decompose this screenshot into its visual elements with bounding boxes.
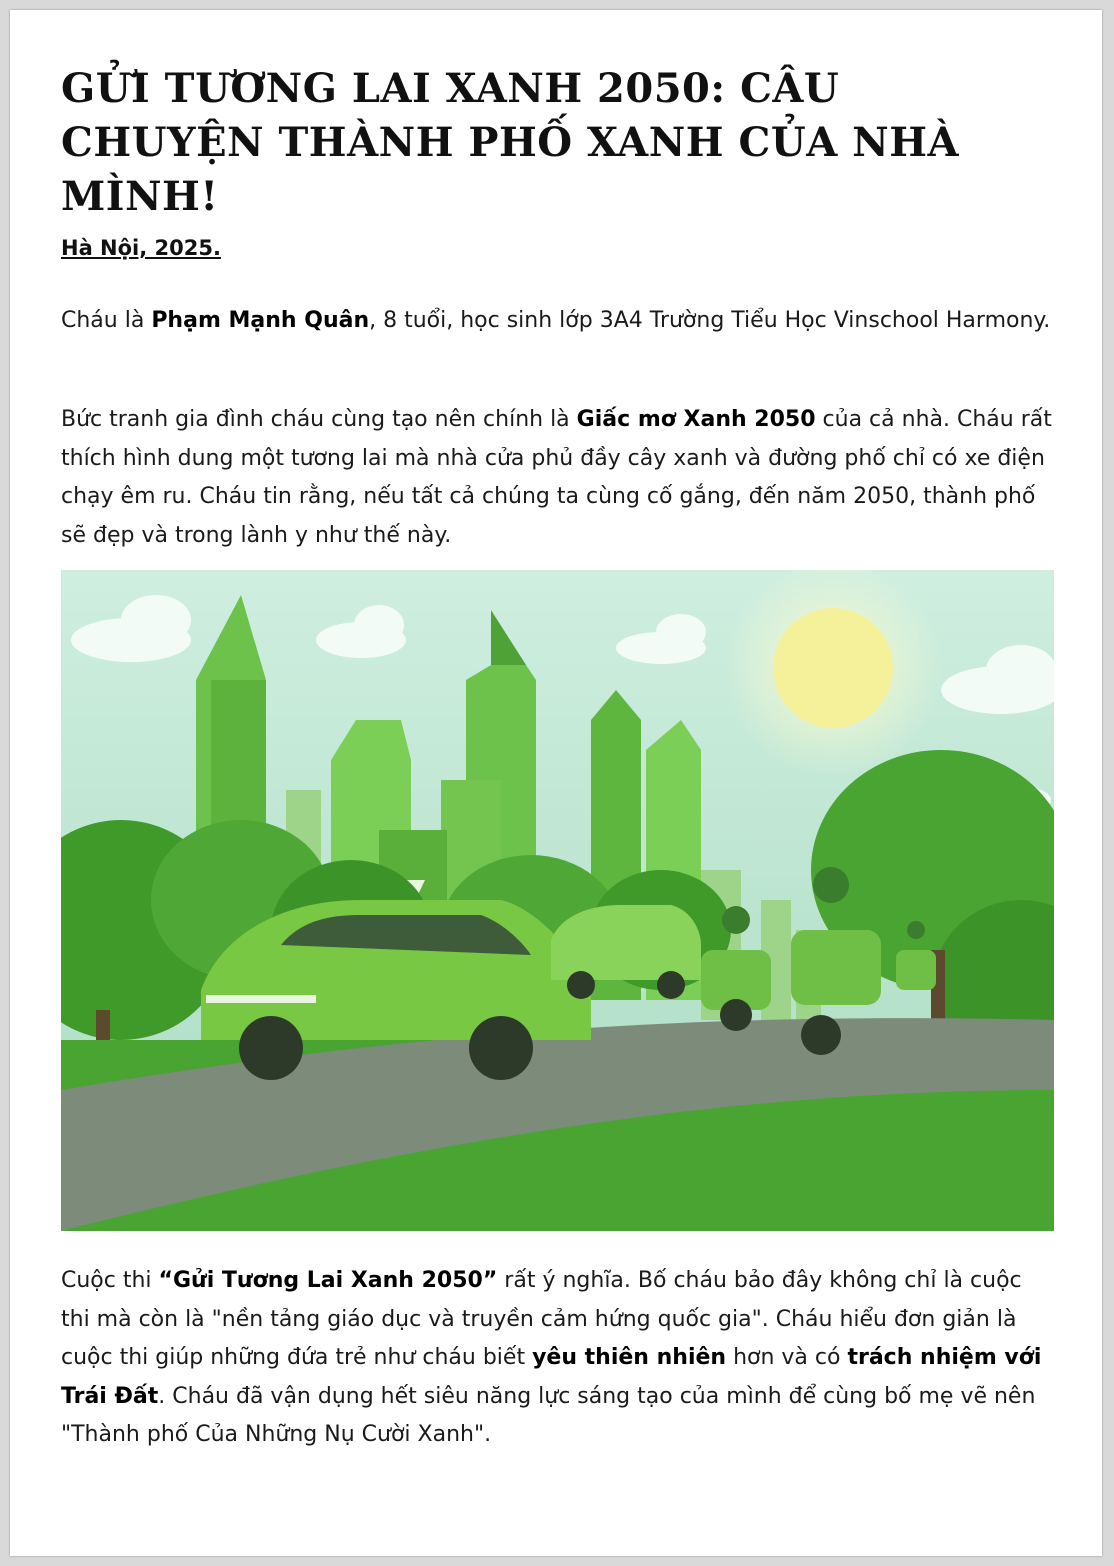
text-run: , 8 tuổi, học sinh lớp 3A4 Trường Tiểu Học Vinschool Harmony. <box>369 308 1051 333</box>
contest-name: “Gửi Tương Lai Xanh 2050” <box>158 1268 498 1293</box>
emphasis-responsibility: trách nhiệm với Trái Đất <box>61 1345 1042 1409</box>
article-date: Hà Nội, 2025. <box>61 236 221 260</box>
text-run: rất ý nghĩa. Bố cháu bảo đây không chỉ là cuộc thi mà còn là "nền tảng giáo dục và truyền cảm hứng quốc gia". Cháu hiểu đơn giản là cuộc thi giúp những đứa trẻ như cháu biết <box>61 1268 1022 1370</box>
intro-paragraph <box>61 302 1056 341</box>
text-run: Cuộc thi <box>61 1268 159 1293</box>
dream-paragraph <box>61 401 1056 555</box>
sun <box>773 608 893 728</box>
document-page <box>10 10 1102 1556</box>
city-illustration-svg <box>61 570 1054 1231</box>
text-run: Bức tranh gia đình cháu cùng tạo nên chính là <box>61 407 577 432</box>
green-city-illustration <box>61 570 1054 1231</box>
dream-title: Giấc mơ Xanh 2050 <box>576 407 816 432</box>
article-title: GỬI TƯƠNG LAI XANH 2050: CÂU CHUYỆN THÀNH PHỐ XANH CỦA NHÀ MÌNH! <box>61 65 960 220</box>
contest-paragraph <box>61 1262 1056 1455</box>
text-run: của cả nhà. Cháu rất thích hình dung một tương lai mà nhà cửa phủ đầy cây xanh và đường phố chỉ có xe điện chạy êm ru. Cháu tin rằng, nếu tất cả chúng ta cùng cố gắng, đến năm 2050, thành phố sẽ đẹp và trong lành y như thế này. <box>61 407 1052 548</box>
text-run: hơn và có <box>726 1345 848 1370</box>
author-name: Phạm Mạnh Quân <box>151 308 370 333</box>
text-run: . Cháu đã vận dụng hết siêu năng lực sáng tạo của mình để cùng bố mẹ vẽ nên "Thành phố Của Những Nụ Cười Xanh". <box>61 1383 1036 1447</box>
text-run: Cháu là <box>61 308 152 333</box>
emphasis-nature: yêu thiên nhiên <box>532 1345 727 1370</box>
